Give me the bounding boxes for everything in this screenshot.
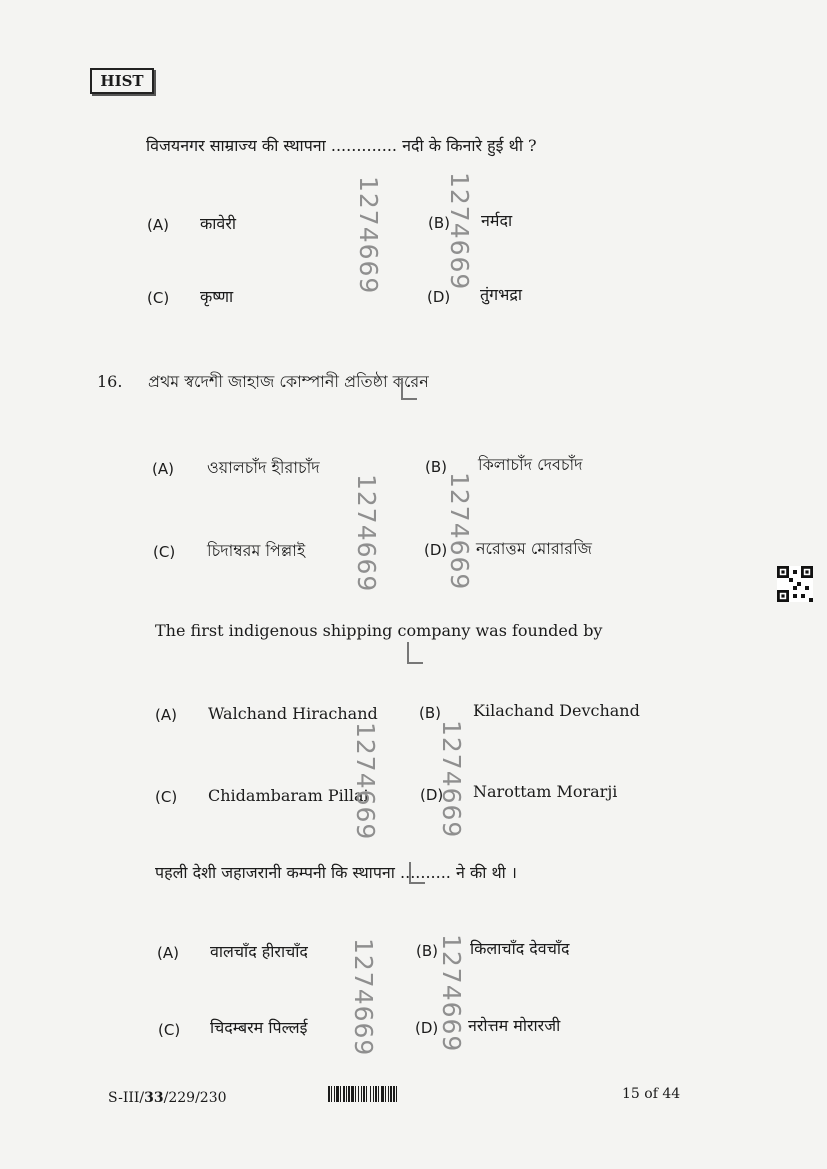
- question-prompt-english: The first indigenous shipping company was founded by: [155, 621, 603, 640]
- option-letter: (C): [158, 1021, 181, 1039]
- option-text: Chidambaram Pillai: [208, 786, 369, 805]
- option-letter: (A): [147, 216, 169, 234]
- option-text: Walchand Hirachand: [208, 704, 378, 723]
- subject-code-box: [90, 68, 154, 94]
- corner-mark: [409, 862, 425, 884]
- watermark-number: 1274669: [351, 722, 380, 841]
- option-text: ওয়ালচাঁদ হীরাচাঁদ: [207, 458, 320, 477]
- option-letter: (A): [157, 944, 179, 962]
- option-letter: (C): [155, 788, 178, 806]
- option-text: নরোত্তম মোরারজি: [476, 539, 592, 558]
- watermark-number: 1274669: [445, 472, 474, 591]
- qr-code: [777, 566, 813, 602]
- option-text: वालचाँद हीराचाँद: [210, 942, 308, 961]
- option-letter: (D): [420, 786, 444, 804]
- option-text: চিদাম্বরম পিল্লাই: [207, 541, 306, 560]
- corner-mark: [401, 378, 417, 400]
- question-number: 16.: [97, 372, 123, 391]
- option-letter: (B): [419, 704, 441, 722]
- option-text: चिदम्बरम पिल्लई: [210, 1018, 308, 1037]
- option-letter: (D): [424, 541, 448, 559]
- option-letter: (B): [416, 942, 438, 960]
- question-prompt-bengali: প্রথম স্বদেশী জাহাজ কোম্পানী প্রতিষ্ঠা করেন: [148, 372, 429, 391]
- option-text: नर्मदा: [481, 211, 513, 230]
- option-letter: (B): [425, 458, 447, 476]
- barcode: [328, 1086, 480, 1102]
- watermark-number: 1274669: [445, 172, 474, 291]
- subject-code: HIST: [100, 72, 144, 90]
- option-text: नरोत्तम मोरारजी: [468, 1016, 561, 1035]
- question-prompt-hindi: विजयनगर साम्राज्य की स्थापना ............. नदी के किनारे हुई थी ?: [146, 136, 537, 155]
- watermark-number: 1274669: [437, 934, 466, 1053]
- option-text: Kilachand Devchand: [473, 701, 640, 720]
- option-letter: (C): [153, 543, 176, 561]
- watermark-number: 1274669: [354, 176, 383, 295]
- option-letter: (D): [415, 1019, 439, 1037]
- watermark-number: 1274669: [437, 720, 466, 839]
- option-letter: (A): [152, 460, 174, 478]
- option-text: तुंगभद्रा: [480, 285, 523, 304]
- option-letter: (D): [427, 288, 451, 306]
- corner-mark: [407, 642, 423, 664]
- option-text: कृष्णा: [200, 287, 234, 306]
- option-text: कावेरी: [200, 214, 237, 233]
- paper-code: S-III/33/229/230: [108, 1090, 227, 1106]
- page-indicator: 15 of 44: [622, 1086, 681, 1102]
- option-text: किलाचाँद देवचाँद: [470, 939, 570, 958]
- option-text: কিলাচাঁদ দেবচাঁদ: [478, 455, 583, 474]
- option-letter: (B): [428, 214, 450, 232]
- option-letter: (A): [155, 706, 177, 724]
- watermark-number: 1274669: [349, 938, 378, 1057]
- question-prompt-hindi: पहली देशी जहाजरानी कम्पनी कि स्थापना .......... ने की थी ।: [155, 863, 517, 882]
- option-text: Narottam Morarji: [473, 782, 618, 801]
- option-letter: (C): [147, 289, 170, 307]
- watermark-number: 1274669: [352, 474, 381, 593]
